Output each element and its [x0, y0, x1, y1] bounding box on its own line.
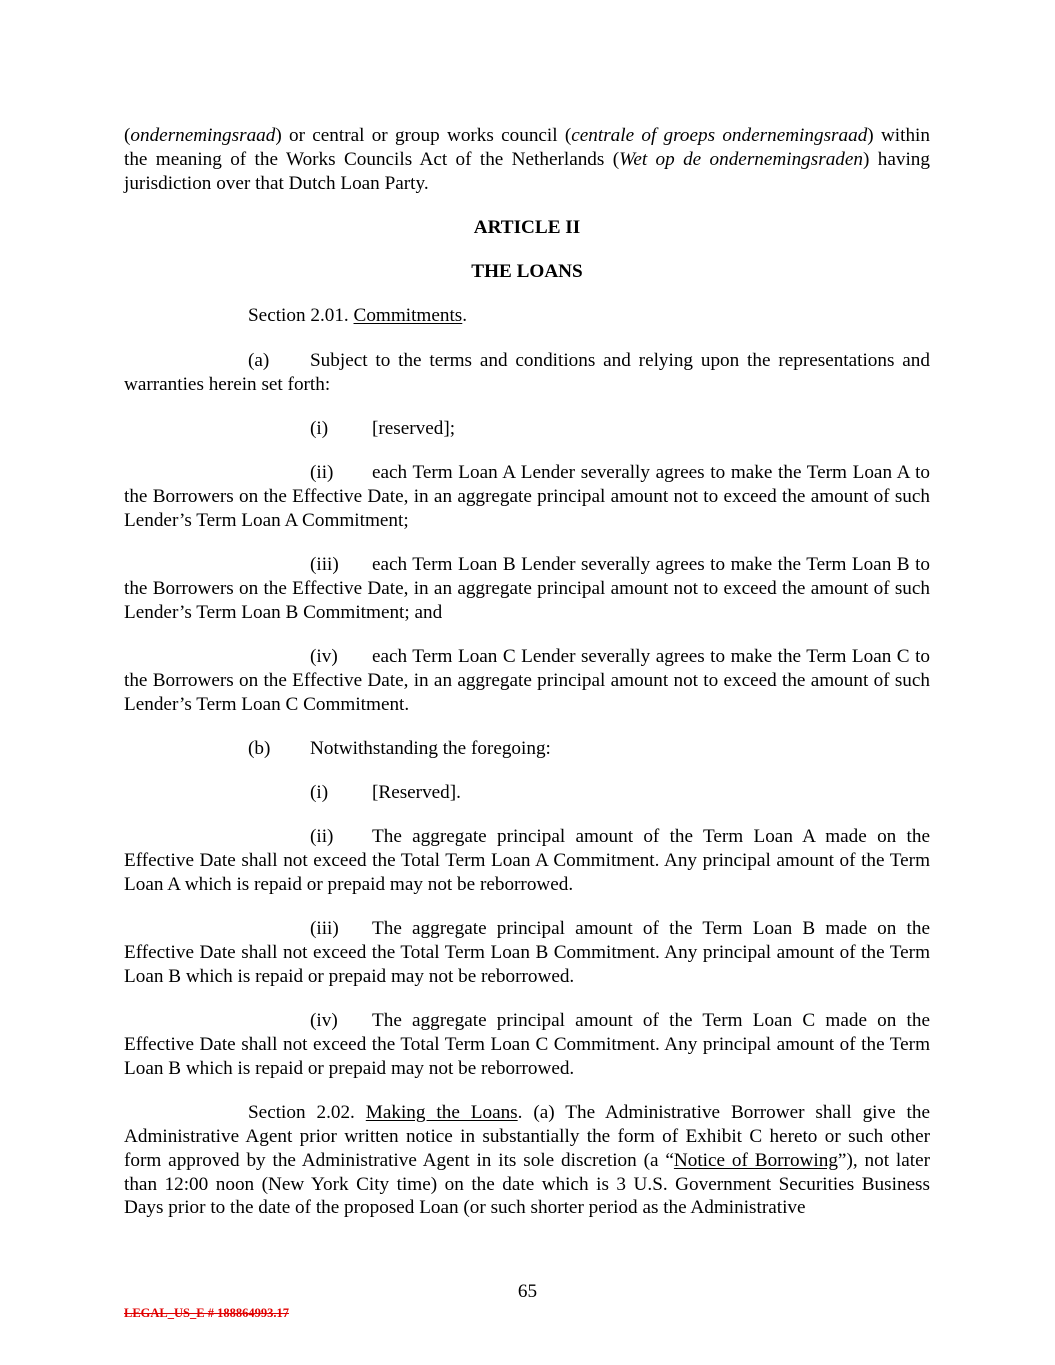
page-number: 65 — [517, 1281, 538, 1302]
intro-paragraph — [124, 124, 930, 195]
text-run: ) having jurisdiction over that Dutch Loan Party. — [124, 148, 930, 194]
clause-label: (a) — [248, 349, 270, 371]
text-run: ( — [124, 125, 131, 146]
clause-a — [124, 349, 930, 397]
section-title: Commitments — [353, 305, 463, 327]
clause-a-i — [124, 417, 930, 441]
text-run: ) or central or group works council ( — [275, 125, 572, 146]
section-title: Making the Loans — [365, 1102, 518, 1124]
item-label: (iv) — [310, 645, 338, 667]
document-id: LEGAL_US_E # 188864993.17 — [124, 1306, 289, 1320]
section-number: Section 2.01. — [248, 305, 354, 327]
item-text: each Term Loan C Lender severally agrees to make the Term Loan C to the Borrowers on the Effective Date, in an aggregate principal amount not to exceed the amount of such Lender’s Term Loan C Commitment. — [124, 645, 930, 715]
section-text: . (a) The Administrative Borrower shall give the Administrative Agent prior written notice in substantially the form of Exhibit C hereto or such other form approved by the Administrative Agent in its sole discretion (a “ — [124, 1102, 930, 1171]
clause-a-iii — [124, 553, 930, 624]
item-text: The aggregate principal amount of the Term Loan B made on the Effective Date shall not exceed the Total Term Loan B Commitment. Any principal amount of the Term Loan B which is repaid or prepaid may not be reborrowed. — [124, 918, 930, 987]
item-text: [reserved]; — [372, 417, 456, 439]
clause-b-iv — [124, 1009, 930, 1080]
item-label: (iii) — [310, 554, 339, 576]
italic-term: Wet op de ondernemingsraden — [619, 148, 864, 170]
clause-b — [124, 737, 930, 761]
item-label: (i) — [310, 782, 329, 804]
section-text: ”), not later than 12:00 noon (New York City time) on the date which is 3 U.S. Government Securities Business Days prior to the date of the proposed Loan (or such shorter period as the Administrative — [124, 1149, 930, 1219]
item-label: (i) — [310, 417, 329, 439]
section-number: Section 2.02. — [248, 1102, 366, 1124]
item-text: each Term Loan A Lender severally agrees to make the Term Loan A to the Borrowers on the Effective Date, in an aggregate principal amount not to exceed the amount of such Lender’s Term Loan A Commitment; — [124, 462, 930, 531]
item-text: [Reserved]. — [372, 782, 461, 804]
italic-term: ondernemingsraad — [130, 125, 276, 146]
item-label: (iii) — [310, 918, 339, 940]
clause-b-i — [124, 781, 930, 805]
clause-text: Subject to the terms and conditions and relying upon the representations and warranties herein set forth: — [124, 349, 930, 395]
item-label: (ii) — [310, 462, 334, 484]
italic-term: centrale of groeps ondernemingsraad — [571, 125, 868, 146]
clause-a-iv — [124, 645, 930, 716]
section-2-02-paragraph — [124, 1101, 930, 1220]
item-label: (ii) — [310, 826, 334, 848]
item-text: The aggregate principal amount of the Term Loan A made on the Effective Date shall not exceed the Total Term Loan A Commitment. Any principal amount of the Term Loan A which is repaid or prepaid may not be reborrowed. — [124, 826, 930, 896]
document-page — [124, 124, 930, 1220]
item-text: each Term Loan B Lender severally agrees to make the Term Loan B to the Borrowers on the Effective Date, in an aggregate principal amount not to exceed the amount of such Lender’s Term Loan B Commitment; and — [124, 554, 930, 623]
item-label: (iv) — [310, 1010, 338, 1032]
section-2-01-heading — [124, 304, 930, 328]
clause-label: (b) — [248, 737, 271, 759]
clause-b-iii — [124, 917, 930, 988]
text-run: ) within the meaning of the Works Councils Act of the Netherlands ( — [124, 125, 930, 170]
punctuation: . — [462, 305, 468, 327]
defined-term: Notice of Borrowing — [673, 1149, 838, 1171]
item-text: The aggregate principal amount of the Term Loan C made on the Effective Date shall not exceed the Total Term Loan C Commitment. Any principal amount of the Term Loan B which is repaid or prepaid may not be reborrowed. — [124, 1010, 930, 1079]
clause-text: Notwithstanding the foregoing: — [310, 737, 551, 759]
clause-b-ii — [124, 825, 930, 896]
article-heading: ARTICLE II — [473, 216, 581, 238]
clause-a-ii — [124, 461, 930, 532]
article-title: THE LOANS — [471, 261, 583, 283]
